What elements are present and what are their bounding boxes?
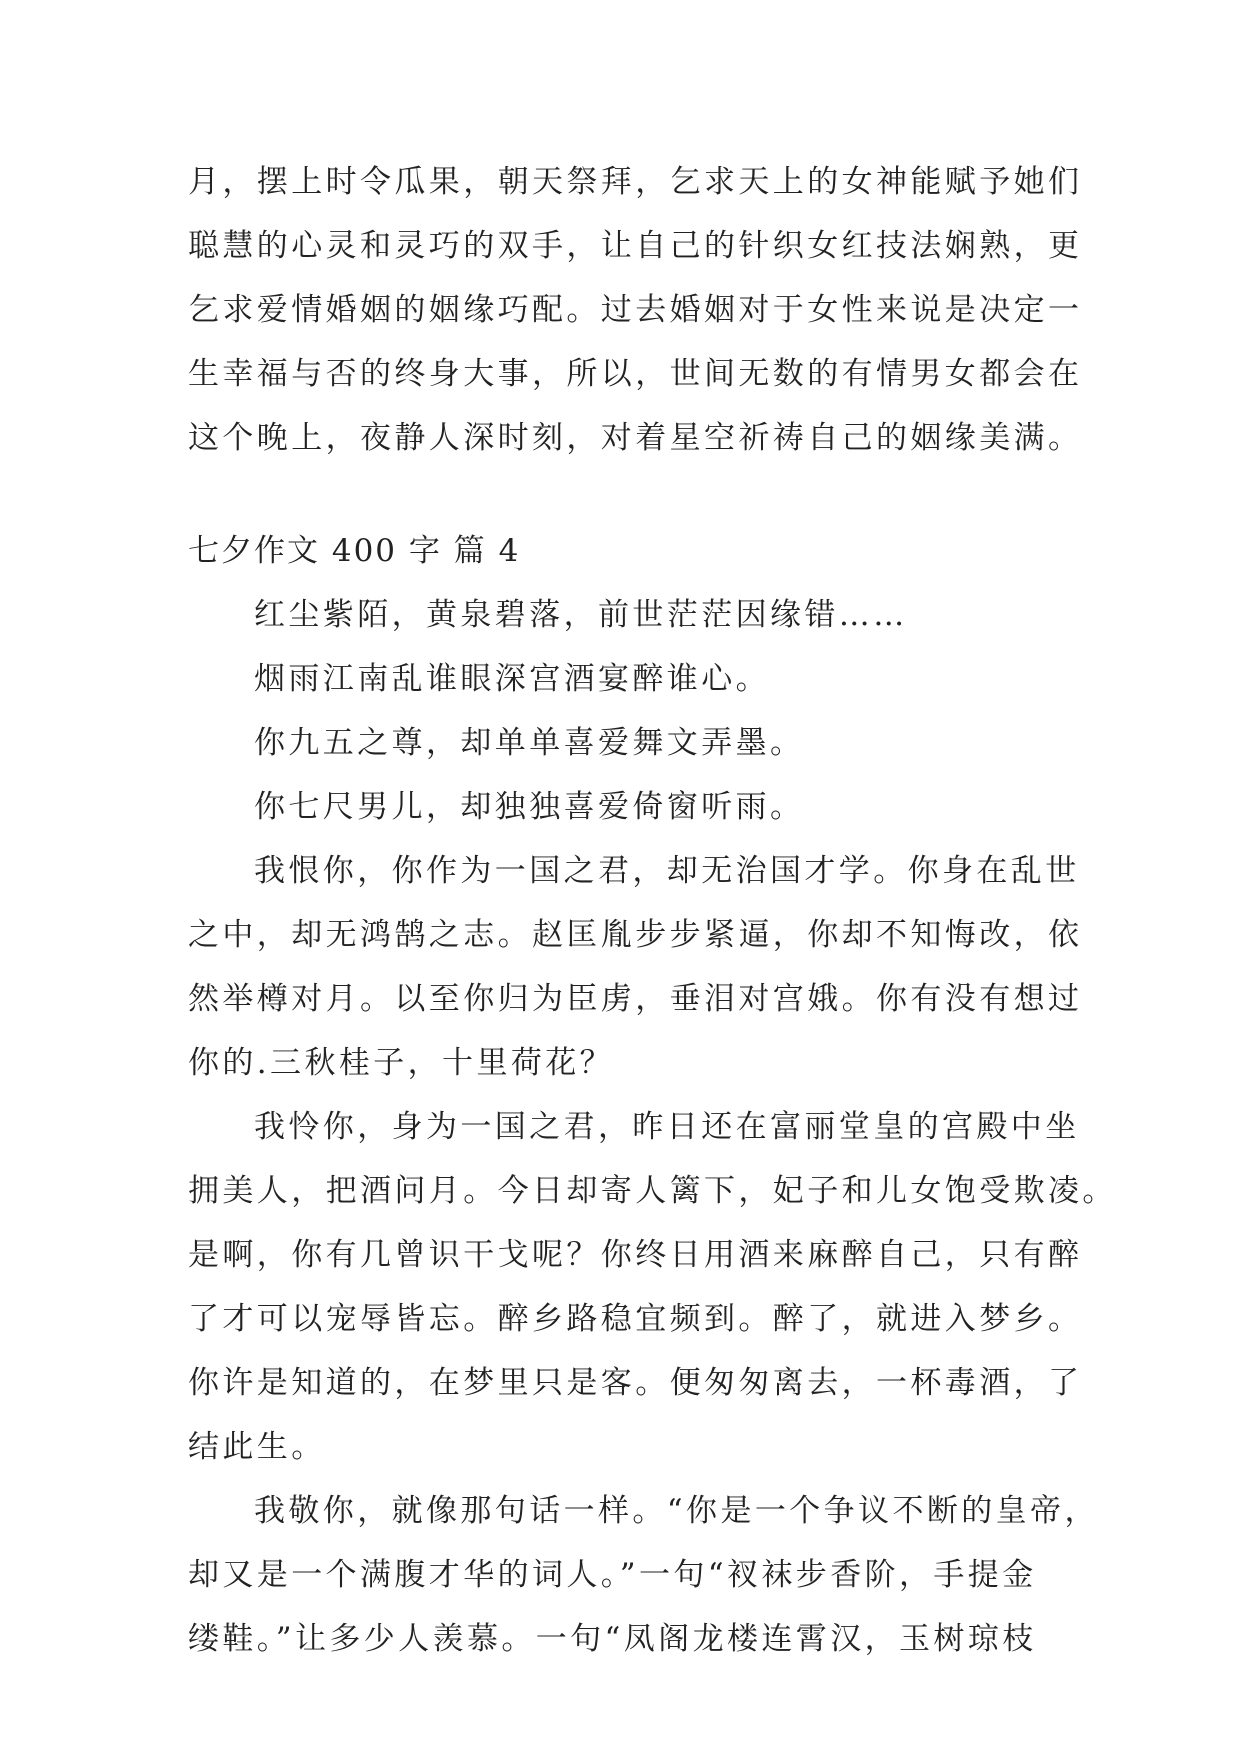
text-line: 你的.三秋桂子，十里荷花？ — [188, 1045, 615, 1081]
verse-line: 红尘紫陌，黄泉碧落，前世茫茫因缘错…… — [254, 597, 908, 633]
verse-line: 你七尺男儿，却独独喜爱倚窗听雨。 — [254, 789, 805, 825]
section-spacer — [188, 470, 1068, 519]
text-line: 生幸福与否的终身大事，所以，世间无数的有情男女都会在 — [188, 356, 1083, 392]
paragraph-intro — [188, 150, 1083, 470]
text-line: 是啊，你有几曾识干戈呢？你终日用酒来麻醉自己，只有醉 — [188, 1237, 1083, 1273]
verse-block — [188, 583, 1068, 839]
paragraph-hate — [188, 839, 1083, 1095]
text-line: 却又是一个满腹才华的词人。”一句“衩袜步香阶，手提金 — [188, 1557, 1037, 1593]
text-line: 结此生。 — [188, 1429, 326, 1465]
text-line: 这个晚上，夜静人深时刻，对着星空祈祷自己的姻缘美满。 — [188, 420, 1083, 456]
text-line: 聪慧的心灵和灵巧的双手，让自己的针织女红技法娴熟，更 — [188, 228, 1083, 264]
text-line: 拥美人，把酒问月。今日却寄人篱下，妃子和儿女饱受欺凌。 — [188, 1173, 1117, 1209]
text-line: 缕鞋。”让多少人羡慕。一句“凤阁龙楼连霄汉，玉树琼枝 — [188, 1621, 1037, 1657]
text-line: 之中，却无鸿鹄之志。赵匡胤步步紧逼，你却不知悔改，依 — [188, 917, 1083, 953]
text-line: 然举樽对月。以至你归为臣虏，垂泪对宫娥。你有没有想过 — [188, 981, 1083, 1017]
paragraph-respect — [188, 1479, 1099, 1671]
text-line: 你许是知道的，在梦里只是客。便匆匆离去，一杯毒酒，了 — [188, 1365, 1083, 1401]
text-line: 我敬你，就像那句话一样。“你是一个争议不断的皇帝， — [254, 1493, 1099, 1529]
document-body — [188, 150, 1117, 1671]
text-line: 了才可以宠辱皆忘。醉乡路稳宜频到。醉了，就进入梦乡。 — [188, 1301, 1083, 1337]
paragraph-pity — [188, 1095, 1117, 1479]
section-heading: 七夕作文 400 字 篇 4 — [188, 533, 521, 569]
text-line: 我怜你，身为一国之君，昨日还在富丽堂皇的宫殿中坐 — [254, 1109, 1080, 1145]
text-line: 我恨你，你作为一国之君，却无治国才学。你身在乱世 — [254, 853, 1080, 889]
verse-line: 烟雨江南乱谁眼深宫酒宴醉谁心。 — [254, 661, 770, 697]
text-line: 乞求爱情婚姻的姻缘巧配。过去婚姻对于女性来说是决定一 — [188, 292, 1083, 328]
verse-line: 你九五之尊，却单单喜爱舞文弄墨。 — [254, 725, 805, 761]
text-line: 月，摆上时令瓜果，朝天祭拜，乞求天上的女神能赋予她们 — [188, 164, 1083, 200]
